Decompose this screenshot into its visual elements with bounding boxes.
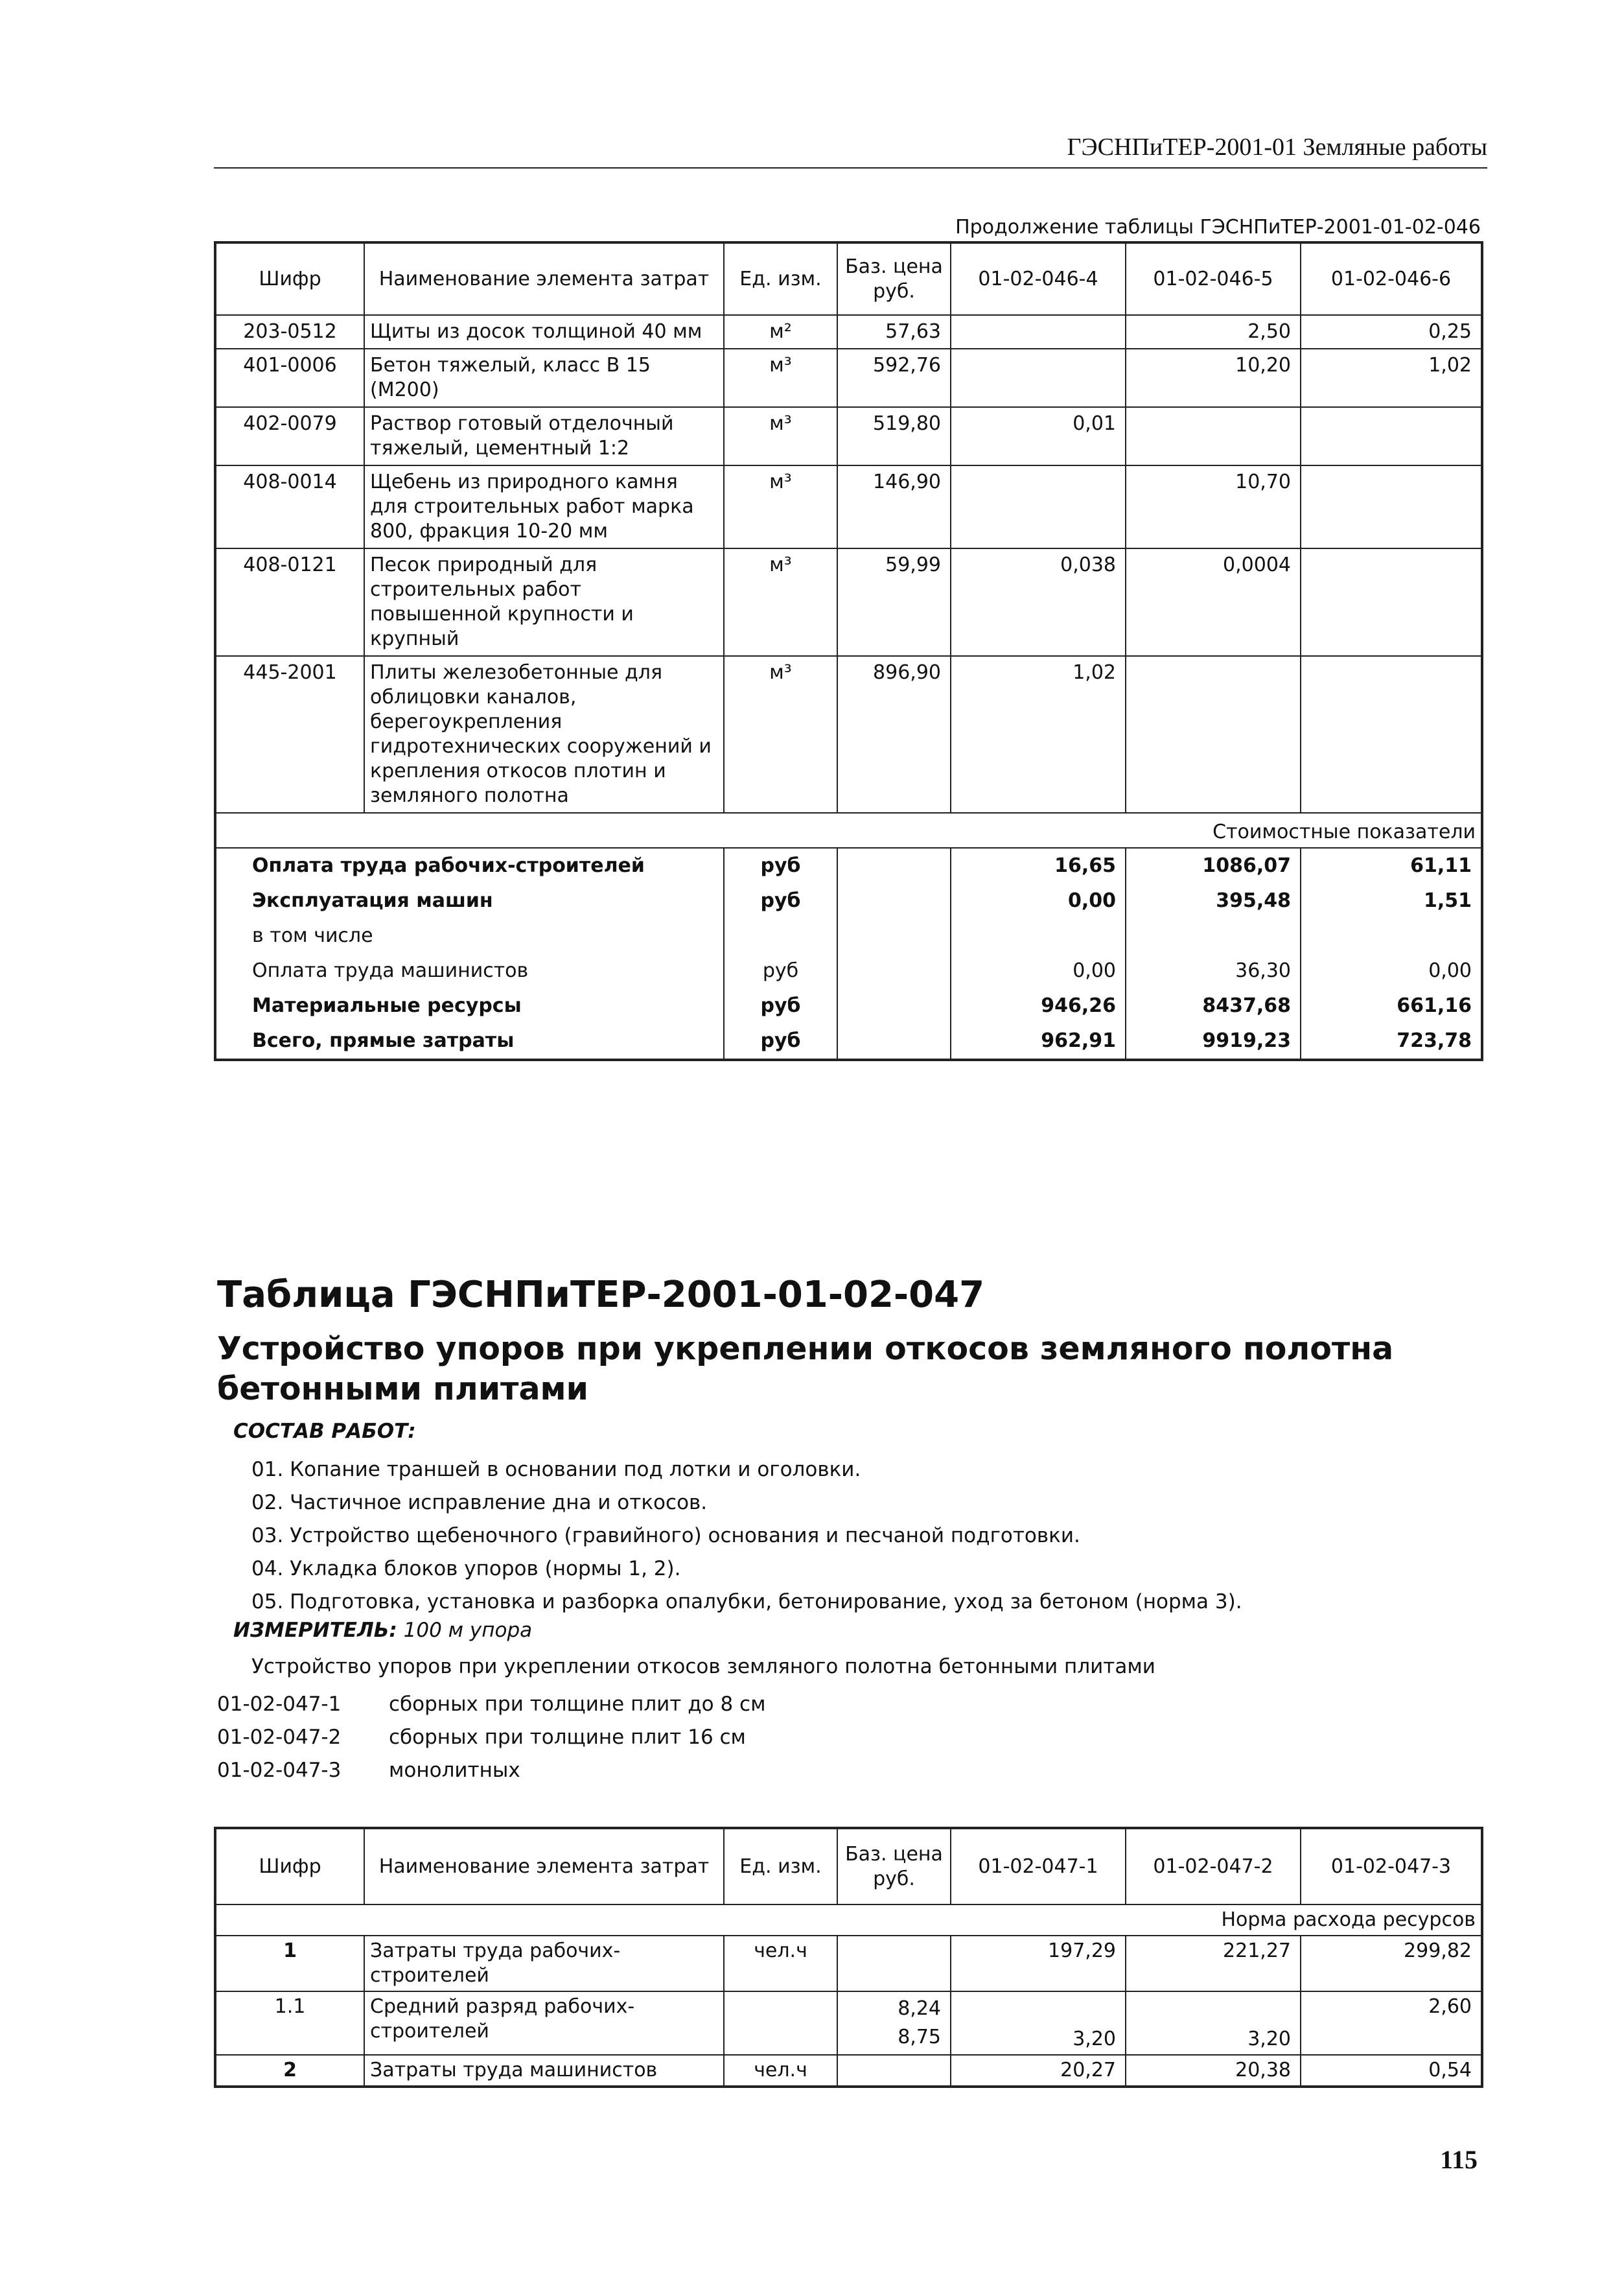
cell-norm-6: [1301, 465, 1482, 548]
cell-code: 445-2001: [215, 656, 364, 813]
cost-v2: 36,30: [1126, 954, 1301, 989]
table-row: [215, 407, 1482, 465]
cell-price: 592,76: [837, 349, 951, 407]
cost-v3: 61,11: [1301, 848, 1482, 884]
cost-v2: 395,48: [1126, 884, 1301, 919]
cost-v2: [1126, 919, 1301, 954]
cost-label: Всего, прямые затраты: [215, 1024, 724, 1060]
cost-row: [215, 919, 1482, 954]
norm-text: монолитных: [389, 1759, 520, 1782]
section-row-norm: [215, 1904, 1482, 1936]
col-header-code: Шифр: [215, 1828, 364, 1904]
cost-unit: руб: [724, 989, 837, 1024]
cell-norm-2: 20,38: [1126, 2055, 1301, 2087]
cell-name: Бетон тяжелый, класс В 15 (М200): [364, 349, 724, 407]
cost-v1: 0,00: [951, 954, 1126, 989]
list-item: 03. Устройство щебеночного (гравийного) основания и песчаной подготовки.: [251, 1524, 1080, 1547]
table-header-row: [215, 1828, 1482, 1904]
col-header-code: Шифр: [215, 242, 364, 315]
cell-norm-5: [1126, 656, 1301, 813]
cell-code: 2: [215, 2055, 364, 2087]
cell-code: 402-0079: [215, 407, 364, 465]
cell-norm-2: 3,20: [1126, 1991, 1301, 2055]
col-header-norm-2: 01-02-047-2: [1126, 1828, 1301, 1904]
table-header-row: [215, 242, 1482, 315]
cell-norm-6: 1,02: [1301, 349, 1482, 407]
composition-heading: СОСТАВ РАБОТ:: [233, 1420, 416, 1443]
running-header: ГЭСНПиТЕР-2001-01 Земляные работы: [1067, 134, 1487, 161]
cost-unit: руб: [724, 884, 837, 919]
cost-unit: руб: [724, 954, 837, 989]
cell-price: 146,90: [837, 465, 951, 548]
cell-code: 408-0014: [215, 465, 364, 548]
norm-code: 01-02-047-1: [217, 1693, 342, 1716]
cell-unit: м²: [724, 315, 837, 349]
cell-unit: [724, 1991, 837, 2055]
cell-name: Песок природный для строительных работ повышенной крупности и крупный: [364, 548, 724, 656]
cost-v3: 1,51: [1301, 884, 1482, 919]
cell-name: Затраты труда рабочих-строителей: [364, 1936, 724, 1991]
cost-v1: [951, 919, 1126, 954]
table-047: [214, 1827, 1483, 2088]
col-header-unit: Ед. изм.: [724, 242, 837, 315]
cell-code: 408-0121: [215, 548, 364, 656]
col-header-name: Наименование элемента затрат: [364, 1828, 724, 1904]
cell-price: 896,90: [837, 656, 951, 813]
list-item: [217, 1688, 765, 1721]
cell-price: [837, 1991, 951, 2055]
cell-unit: м³: [724, 656, 837, 813]
table-title: Таблица ГЭСНПиТЕР-2001-01-02-047: [217, 1274, 985, 1316]
norm-section-label: Норма расхода ресурсов: [215, 1904, 1482, 1936]
cost-row: [215, 954, 1482, 989]
cell-norm-4: 0,038: [951, 548, 1126, 656]
table-row: [215, 465, 1482, 548]
cost-v2: 9919,23: [1126, 1024, 1301, 1060]
cost-unit: руб: [724, 1024, 837, 1060]
list-item: 04. Укладка блоков упоров (нормы 1, 2).: [251, 1557, 681, 1580]
cell-price: 57,63: [837, 315, 951, 349]
cell-norm-2: 221,27: [1126, 1936, 1301, 1991]
norm-text: сборных при толщине плит 16 см: [389, 1726, 746, 1749]
measure-label: ИЗМЕРИТЕЛЬ:: [233, 1619, 397, 1642]
cost-v3: 723,78: [1301, 1024, 1482, 1060]
cell-norm-6: [1301, 656, 1482, 813]
cost-v2: 8437,68: [1126, 989, 1301, 1024]
cost-unit: руб: [724, 848, 837, 884]
cell-unit: чел.ч: [724, 2055, 837, 2087]
list-item: 01. Копание траншей в основании под лотки и оголовки.: [251, 1458, 861, 1481]
measure-line: [233, 1619, 532, 1642]
cell-norm-6: [1301, 548, 1482, 656]
cost-v3: 661,16: [1301, 989, 1482, 1024]
cost-v1: 946,26: [951, 989, 1126, 1024]
cell-norm-5: 10,20: [1126, 349, 1301, 407]
cell-name: Затраты труда машинистов: [364, 2055, 724, 2087]
cost-empty: [837, 989, 951, 1024]
cost-label: Оплата труда рабочих-строителей: [215, 848, 724, 884]
cost-v3: 0,00: [1301, 954, 1482, 989]
table-046-continued: [214, 241, 1483, 1061]
list-item: [217, 1754, 765, 1787]
cell-norm-5: 10,70: [1126, 465, 1301, 548]
table-row: [215, 2055, 1482, 2087]
table-row: [215, 349, 1482, 407]
continuation-caption: Продолжение таблицы ГЭСНПиТЕР-2001-01-02-046: [955, 216, 1481, 239]
cell-name: Средний разряд рабочих-строителей: [364, 1991, 724, 2055]
cost-row: [215, 848, 1482, 884]
cell-unit: м³: [724, 465, 837, 548]
cell-unit: м³: [724, 349, 837, 407]
cost-row: [215, 989, 1482, 1024]
norm-code: 01-02-047-3: [217, 1759, 342, 1782]
cell-norm-5: [1126, 407, 1301, 465]
cell-norm-3: 2,60: [1301, 1991, 1482, 2055]
cost-row: [215, 1024, 1482, 1060]
cost-unit: [724, 919, 837, 954]
cost-empty: [837, 884, 951, 919]
cell-code: 1: [215, 1936, 364, 1991]
cost-v3: [1301, 919, 1482, 954]
cost-label: Эксплуатация машин: [215, 884, 724, 919]
cell-name: Раствор готовый отделочный тяжелый, цементный 1:2: [364, 407, 724, 465]
cell-unit: м³: [724, 548, 837, 656]
cell-norm-5: 0,0004: [1126, 548, 1301, 656]
measure-description: Устройство упоров при укреплении откосов земляного полотна бетонными плитами: [251, 1655, 1155, 1678]
table-row: [215, 315, 1482, 349]
page-number: 115: [1440, 2145, 1478, 2174]
cost-row: [215, 884, 1482, 919]
col-header-norm-3: 01-02-047-3: [1301, 1828, 1482, 1904]
col-header-price: Баз. цена руб.: [837, 1828, 951, 1904]
cell-price: 59,99: [837, 548, 951, 656]
cost-section-label: Стоимостные показатели: [215, 813, 1482, 848]
norm-code: 01-02-047-2: [217, 1726, 342, 1749]
cost-label: Материальные ресурсы: [215, 989, 724, 1024]
cell-norm-5: 2,50: [1126, 315, 1301, 349]
cell-norm-1: 197,29: [951, 1936, 1126, 1991]
col-header-norm-4: 01-02-046-4: [951, 242, 1126, 315]
cell-price: 519,80: [837, 407, 951, 465]
list-item: [217, 1721, 765, 1754]
cell-norm-4: [951, 315, 1126, 349]
cell-price: [837, 1936, 951, 1991]
cost-label: в том числе: [215, 919, 724, 954]
cell-code: 203-0512: [215, 315, 364, 349]
price-a: 8,24: [898, 1997, 941, 2020]
cell-price: [837, 2055, 951, 2087]
cost-v2: 1086,07: [1126, 848, 1301, 884]
cost-v1: 962,91: [951, 1024, 1126, 1060]
cost-empty: [837, 1024, 951, 1060]
cost-empty: [837, 954, 951, 989]
cell-norm-4: [951, 349, 1126, 407]
cell-norm-3: 0,54: [1301, 2055, 1482, 2087]
cell-norm-1: 3,20: [951, 1991, 1126, 2055]
table-row: [215, 548, 1482, 656]
cost-empty: [837, 848, 951, 884]
cost-empty: [837, 919, 951, 954]
section-row-cost: [215, 813, 1482, 848]
cell-code: 401-0006: [215, 349, 364, 407]
works-list: [251, 1453, 1242, 1619]
cell-norm-6: [1301, 407, 1482, 465]
col-header-unit: Ед. изм.: [724, 1828, 837, 1904]
cell-name: Щебень из природного камня для строительных работ марка 800, фракция 10-20 мм: [364, 465, 724, 548]
col-header-norm-1: 01-02-047-1: [951, 1828, 1126, 1904]
cell-norm-4: 1,02: [951, 656, 1126, 813]
table-row: [215, 1991, 1482, 2055]
cell-name: Плиты железобетонные для облицовки каналов, берегоукрепления гидротехнических сооружений и крепления откосов плотин и земляного полотна: [364, 656, 724, 813]
list-item: 02. Частичное исправление дна и откосов.: [251, 1491, 708, 1514]
cost-label: Оплата труда машинистов: [215, 954, 724, 989]
cell-norm-6: 0,25: [1301, 315, 1482, 349]
cell-name: Щиты из досок толщиной 40 мм: [364, 315, 724, 349]
cell-norm-3: 299,82: [1301, 1936, 1482, 1991]
table-row: [215, 1936, 1482, 1991]
measure-value: 100 м упора: [403, 1619, 533, 1642]
col-header-price: Баз. цена руб.: [837, 242, 951, 315]
norms-list: [217, 1688, 765, 1787]
col-header-name: Наименование элемента затрат: [364, 242, 724, 315]
cell-norm-4: [951, 465, 1126, 548]
table-subtitle: Устройство упоров при укреплении откосов земляного полотна бетонными плитами: [217, 1330, 1394, 1407]
table-row: [215, 656, 1482, 813]
cell-unit: м³: [724, 407, 837, 465]
cost-v1: 16,65: [951, 848, 1126, 884]
header-rule: [214, 167, 1487, 169]
col-header-norm-5: 01-02-046-5: [1126, 242, 1301, 315]
cell-unit: чел.ч: [724, 1936, 837, 1991]
cell-norm-1: 20,27: [951, 2055, 1126, 2087]
cost-v1: 0,00: [951, 884, 1126, 919]
norm-text: сборных при толщине плит до 8 см: [389, 1693, 766, 1716]
col-header-norm-6: 01-02-046-6: [1301, 242, 1482, 315]
price-b: 8,75: [898, 2026, 941, 2048]
cell-code: 1.1: [215, 1991, 364, 2055]
list-item: 05. Подготовка, установка и разборка опалубки, бетонирование, уход за бетоном (норма 3).: [251, 1590, 1242, 1613]
cell-norm-4: 0,01: [951, 407, 1126, 465]
